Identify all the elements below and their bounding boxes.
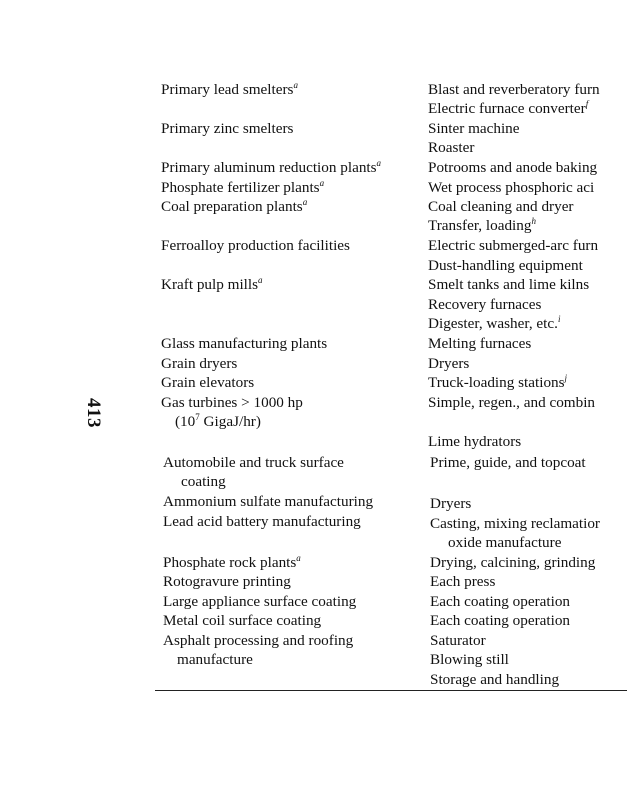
source-label-line: Phosphate rock plants$^a$ [163,553,301,571]
process-label: Roaster [428,139,475,156]
source-label: Metal coil surface coating [163,612,322,629]
process-label: Recovery furnaces [428,296,542,313]
process-label: Simple, regen., and combin [428,394,596,411]
footnote-marker: a [376,158,382,168]
process-label: Blowing still [430,651,509,668]
process-label: Dryers [428,355,470,372]
process-label-line: Digester, washer, etc.$^i$ [428,314,561,332]
process-label: Blast and reverberatory furn [428,81,600,98]
process-label-continuation: oxide manufacture [448,534,562,551]
exponent: 7 [195,412,200,422]
footnote-marker: a [319,178,325,188]
source-label: Glass manufacturing plants [161,335,328,352]
source-label: Ferroalloy production facilities [161,237,350,254]
process-label: Casting, mixing reclamatior [430,515,600,532]
footnote-marker: j [564,373,568,383]
source-label: Rotogravure printing [163,573,291,590]
footnote-marker: a [302,197,308,207]
process-label: Dryers [430,495,472,512]
source-label: Large appliance surface coating [163,593,357,610]
table-row-source-lead-smelters [161,80,426,100]
source-label-line: Primary aluminum reduction plants$^a$ [161,158,382,176]
source-label: Grain elevators [161,374,255,391]
source-label: Asphalt processing and roofing [163,632,354,649]
footnote-marker: a [293,80,298,90]
process-label: Electric submerged-arc furn [428,237,599,254]
table-bottom-rule [155,690,627,691]
process-label: Drying, calcining, grinding [430,554,596,571]
process-label: Coal cleaning and dryer [428,198,574,215]
source-label: Primary lead smelters [161,81,294,98]
source-label: Automobile and truck surface [163,454,344,471]
process-label: Wet process phosphoric aci [428,179,595,196]
source-label-line: Phosphate fertilizer plants$^a$ [161,178,325,196]
source-label-continuation: manufacture [177,651,253,668]
process-label: Prime, guide, and topcoat [430,454,586,471]
footnote-marker: h [531,216,536,226]
source-label: Grain dryers [161,355,238,372]
footnote-marker: f [585,99,589,109]
process-label: Each coating operation [430,612,571,629]
process-label-line: Electric furnace converter$^f$ [428,99,589,117]
source-label-line: Coal preparation plants$^a$ [161,197,308,215]
source-label-continuation: coating [181,473,226,490]
process-label: Lime hydrators [428,433,522,450]
source-label: Lead acid battery manufacturing [163,513,361,530]
process-label: Each coating operation [430,593,571,610]
source-label-line: Kraft pulp mills$^a$ [161,275,263,293]
source-label: Primary zinc smelters [161,120,294,137]
footnote-marker: a [258,275,263,285]
source-label: Ammonium sulfate manufacturing [163,493,374,510]
process-label: Saturator [430,632,486,649]
process-label: Potrooms and anode baking [428,159,598,176]
process-label: Sinter machine [428,120,520,137]
process-label: Each press [430,573,496,590]
source-label: Gas turbines > 1000 hp [161,394,303,411]
source-label-continuation: ($10^7$ GigaJ/hr) [175,412,261,430]
process-label: Smelt tanks and lime kilns [428,276,590,293]
process-label: Storage and handling [430,671,560,688]
process-label-line: Transfer, loading$^h$ [428,216,536,234]
process-label-line: Truck-loading stations$^j$ [428,373,568,391]
process-label: Dust-handling equipment [428,257,583,274]
process-label: Melting furnaces [428,335,532,352]
footnote-marker: i [557,314,561,324]
footnote-marker: a [296,553,301,563]
page-number: 413 [83,398,104,428]
